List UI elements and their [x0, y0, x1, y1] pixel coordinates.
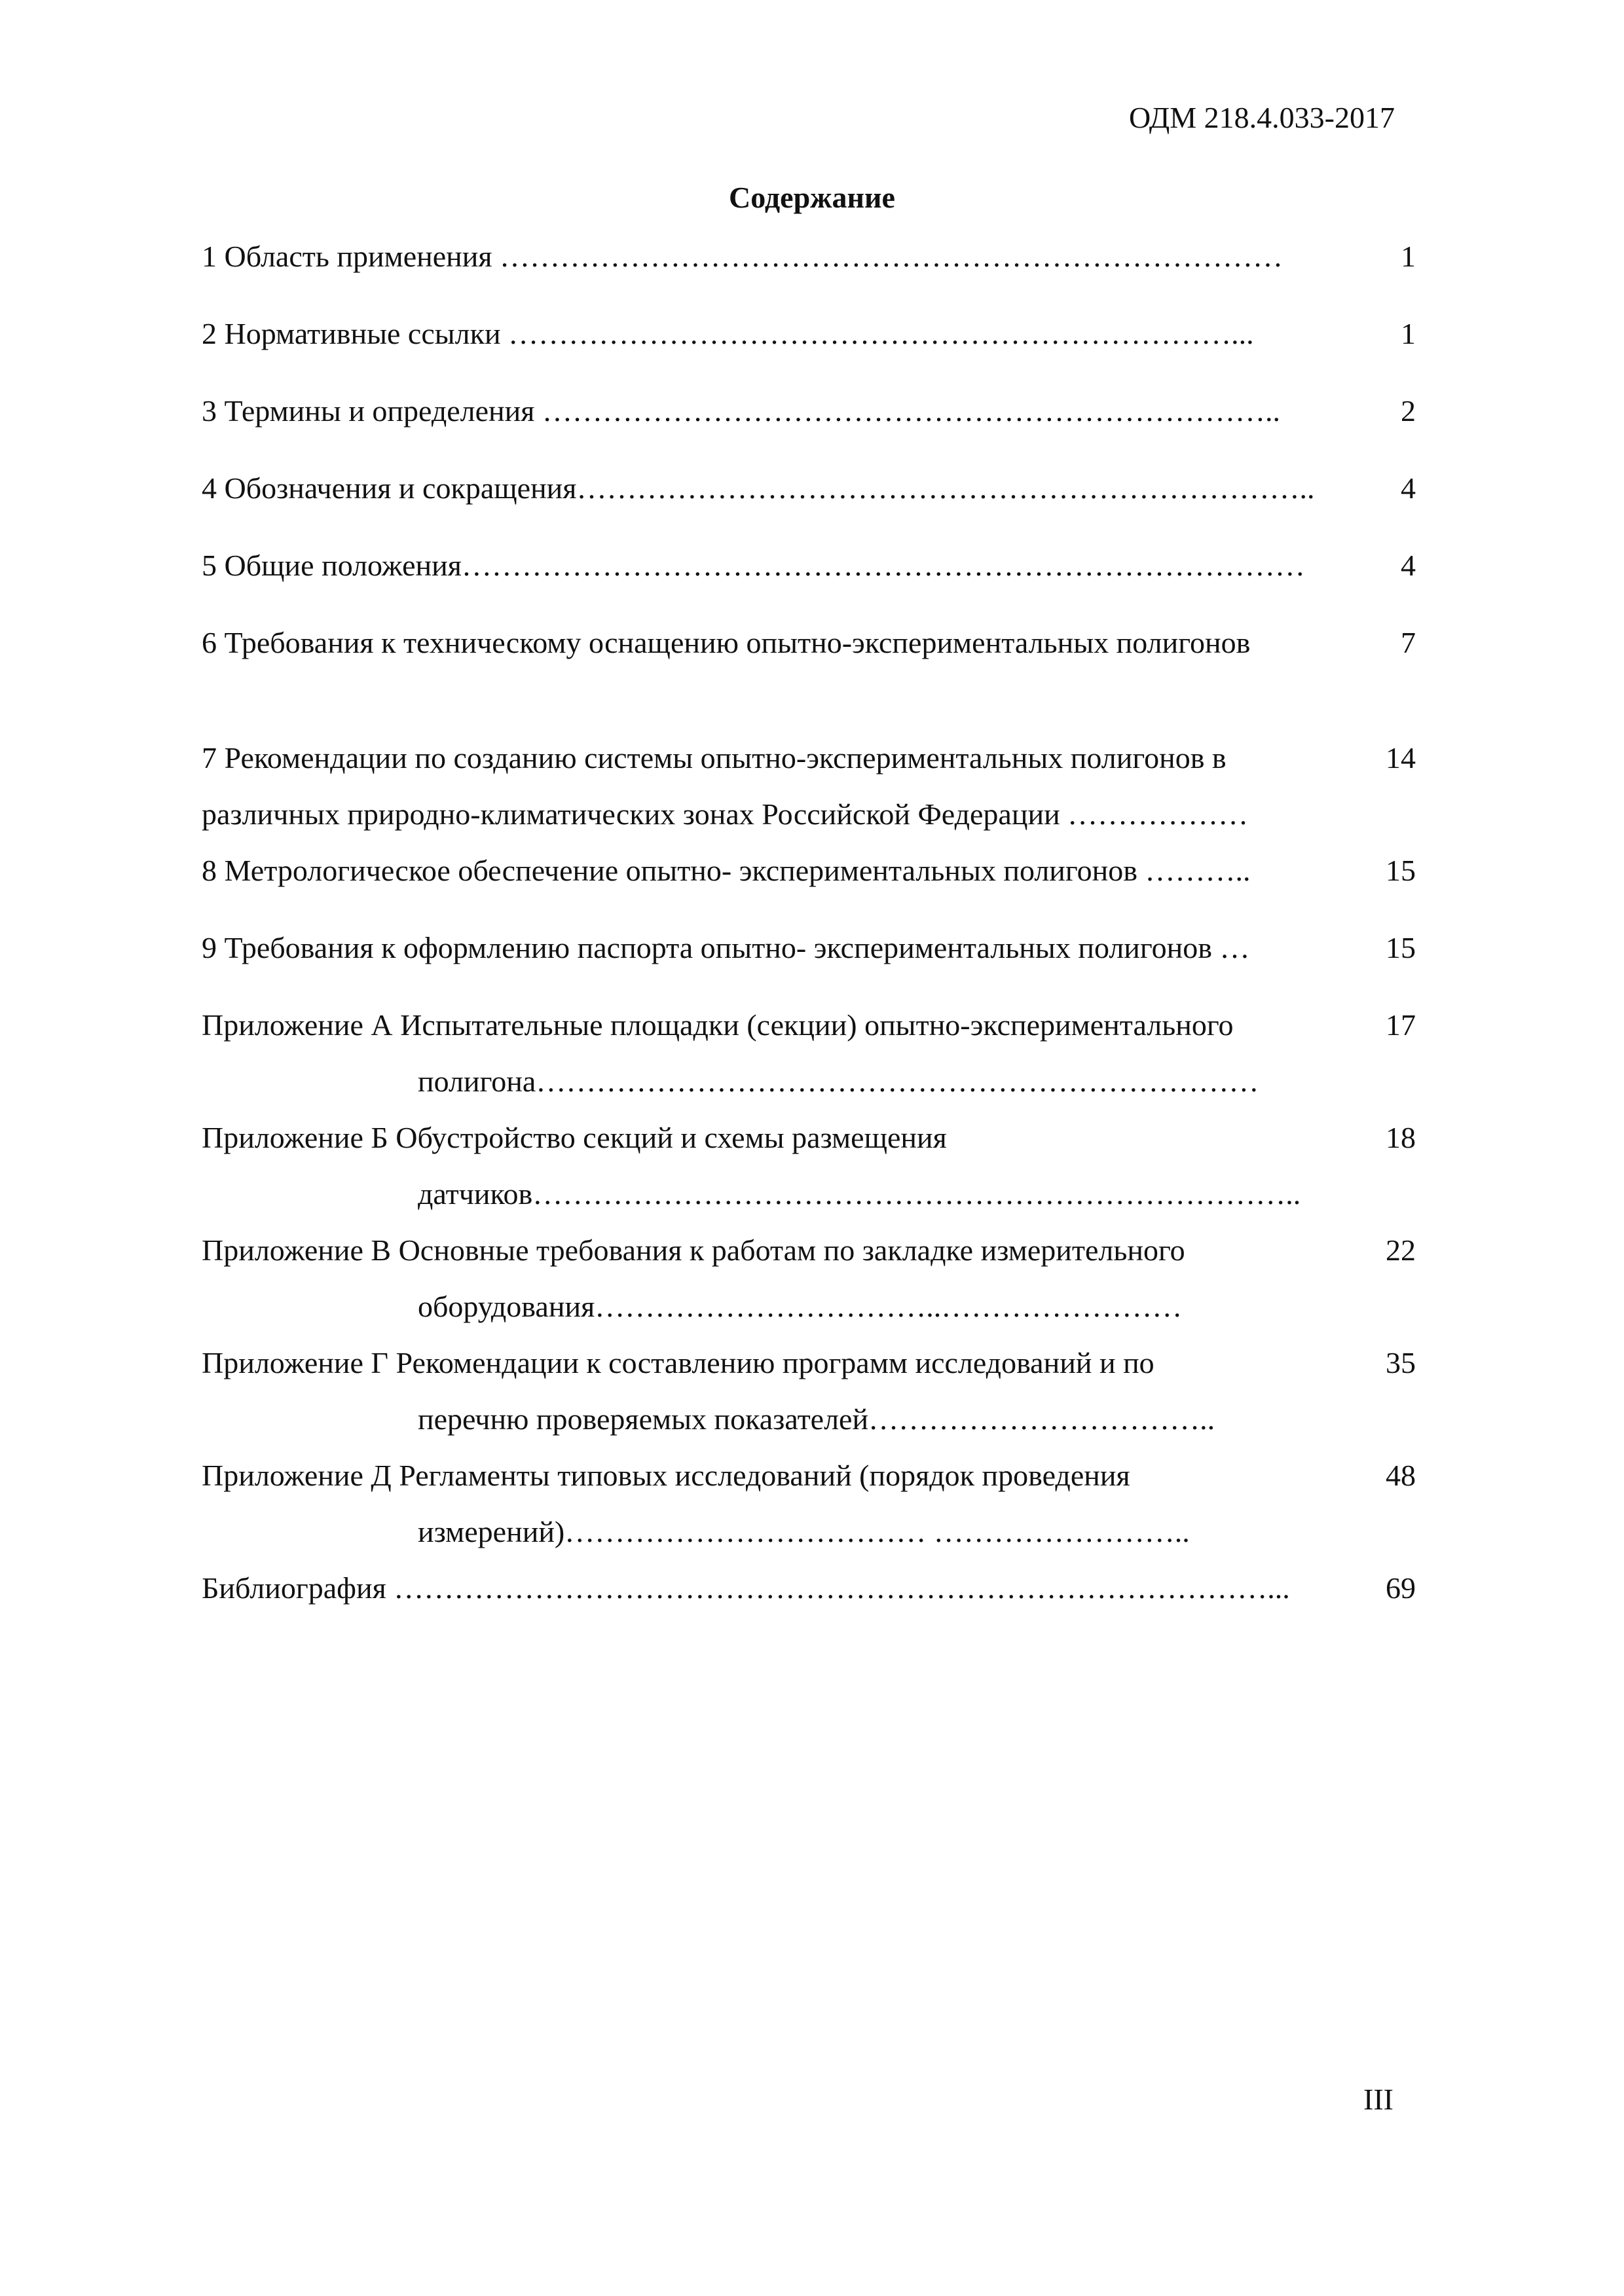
toc-entry-2-text: 2 Нормативные ссылки ………………………………………………………………...: [202, 317, 1254, 350]
toc-entry-7-text-line-1: 7 Рекомендации по созданию системы опытно-экспериментальных полигонов в: [202, 741, 1227, 774]
toc-appendix-g-page: 35: [1386, 1346, 1416, 1379]
toc-entry-7-page: 14: [1386, 741, 1416, 774]
toc-appendix-v-text-line-2: оборудования……………………………..……………………: [418, 1290, 1183, 1323]
toc-entry-9-page: 15: [1386, 931, 1416, 964]
toc-entry-9-text: 9 Требования к оформлению паспорта опытно- экспериментальных полигонов …: [202, 931, 1250, 964]
toc-appendix-g-text-line-1: Приложение Г Рекомендации к составлению программ исследований и по: [202, 1346, 1154, 1379]
toc-appendix-d-text-line-2: измерений)……………………………… ……………………..: [418, 1515, 1190, 1548]
toc-entry-2-page: 1: [1401, 317, 1416, 350]
toc-entry-1-text: 1 Область применения ……………………………………………………………………: [202, 240, 1283, 273]
toc-entry-3-text: 3 Термины и определения ………………………………………………………………..: [202, 394, 1280, 428]
toc-appendix-a-text-line-2: полигона………………………………………………………………: [418, 1065, 1259, 1098]
toc-appendix-d-page: 48: [1386, 1459, 1416, 1492]
toc-entry-4-text: 4 Обозначения и сокращения………………………………………………………………..: [202, 471, 1315, 505]
toc-bibliography-page: 69: [1386, 1571, 1416, 1605]
toc-appendix-b-text-line-1: Приложение Б Обустройство секций и схемы размещения: [202, 1121, 947, 1154]
toc-entry-6-page: 7: [1401, 626, 1416, 659]
page-number: III: [1363, 2083, 1393, 2116]
toc-bibliography-text: Библиография ……………………………………………………………………………...: [202, 1571, 1290, 1605]
toc-entry-1-page: 1: [1401, 240, 1416, 273]
toc-entry-5-page: 4: [1401, 549, 1416, 582]
toc-appendix-v-page: 22: [1386, 1233, 1416, 1267]
toc-entry-3-page: 2: [1401, 394, 1416, 428]
toc-entry-4-page: 4: [1401, 471, 1416, 505]
toc-appendix-v-text-line-1: Приложение В Основные требования к работам по закладке измерительного: [202, 1233, 1185, 1267]
toc-appendix-a-text-line-1: Приложение А Испытательные площадки (секции) опытно-экспериментального: [202, 1008, 1234, 1042]
document-code: ОДМ 218.4.033-2017: [1128, 101, 1395, 134]
toc-entry-6-text: 6 Требования к техническому оснащению опытно-экспериментальных полигонов: [202, 626, 1251, 659]
toc-appendix-a-page: 17: [1386, 1008, 1416, 1042]
toc-appendix-d-text-line-1: Приложение Д Регламенты типовых исследований (порядок проведения: [202, 1459, 1130, 1492]
toc-entry-8-text: 8 Метрологическое обеспечение опытно- экспериментальных полигонов ………..: [202, 854, 1251, 887]
toc-title: Содержание: [729, 181, 895, 214]
toc-appendix-b-page: 18: [1386, 1121, 1416, 1154]
toc-entry-5-text: 5 Общие положения…………………………………………………………………………: [202, 549, 1305, 582]
toc-entry-7-text-line-2: различных природно-климатических зонах Российской Федерации ………………: [202, 797, 1249, 831]
toc-entry-8-page: 15: [1386, 854, 1416, 887]
toc-appendix-b-text-line-2: датчиков…………………………………………………………………..: [418, 1177, 1301, 1211]
toc-appendix-g-text-line-2: перечню проверяемых показателей……………………………..: [418, 1402, 1215, 1436]
